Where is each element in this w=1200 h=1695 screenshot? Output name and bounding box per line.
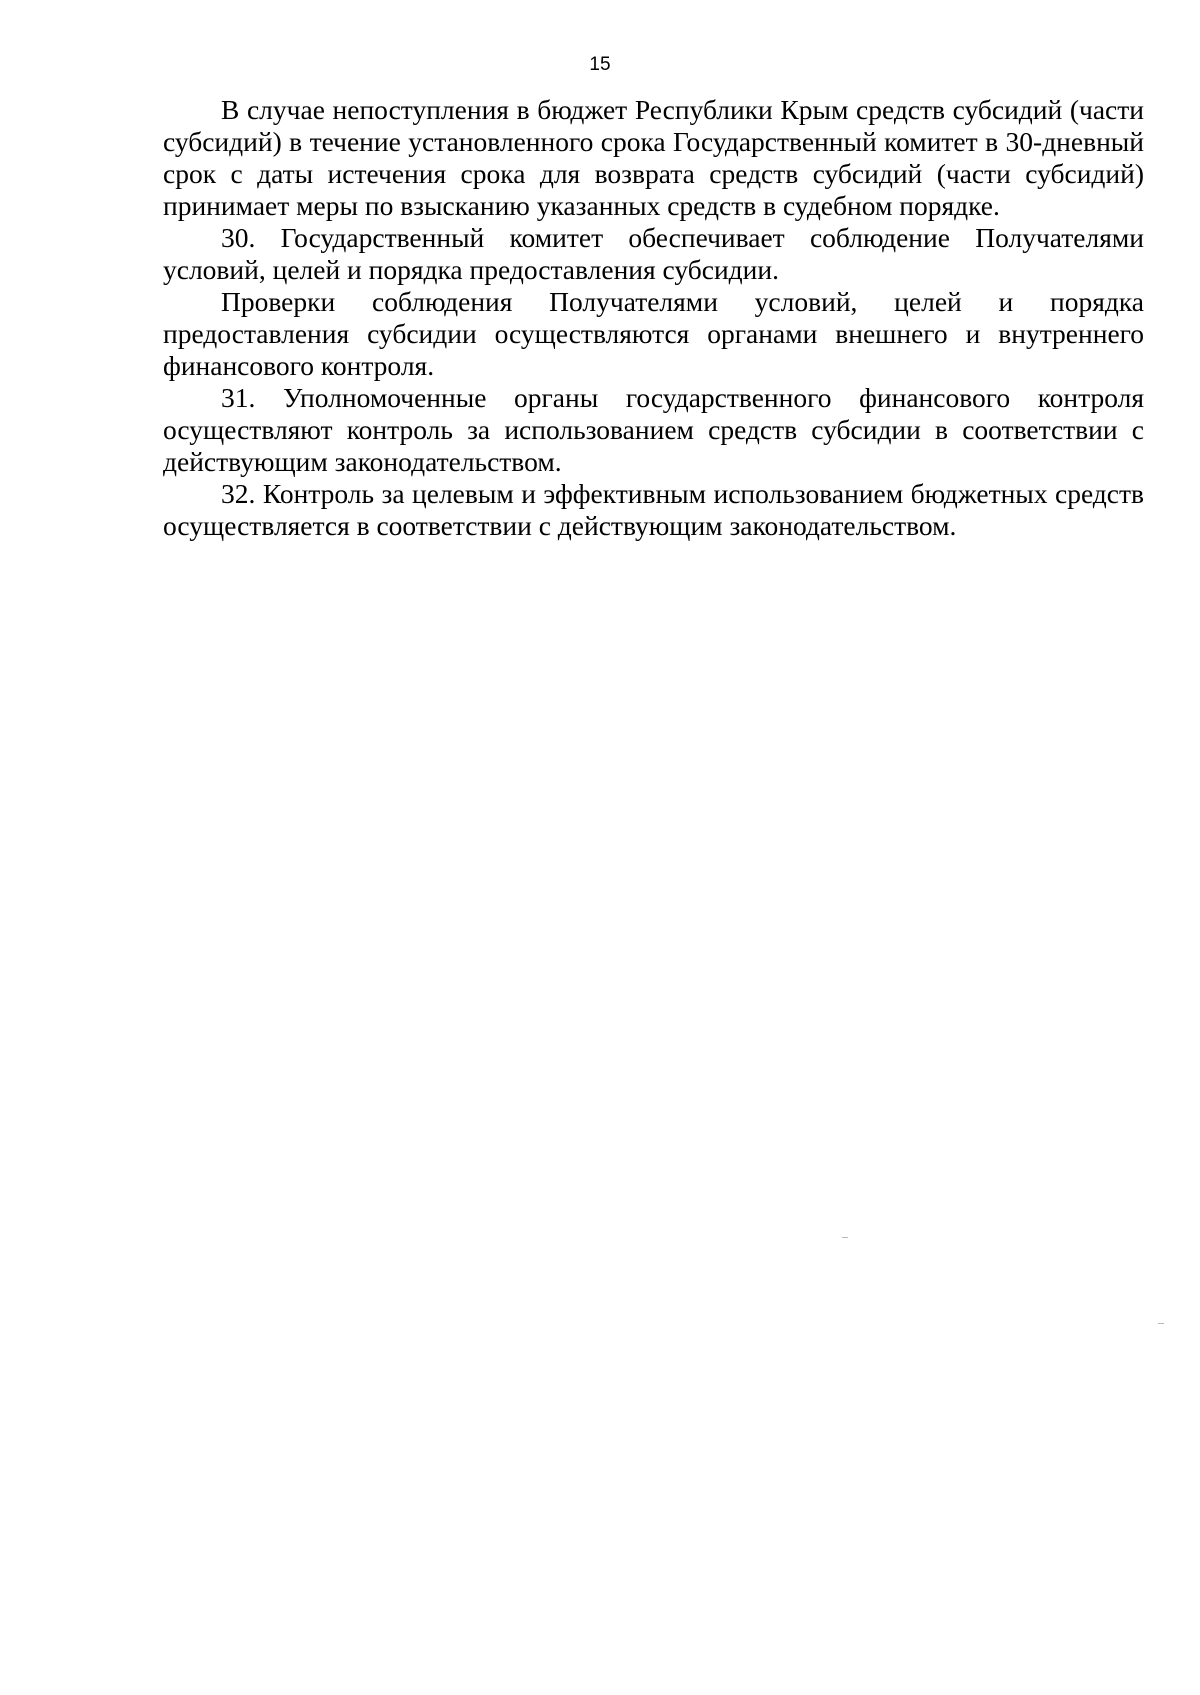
scan-speck: [1158, 1323, 1164, 1324]
paragraph-refund-recovery: В случае непоступления в бюджет Республики Крым средств субсидий (части субсидий) в течение установленного срока Государственный комитет в 30-дневный срок с даты истечения срока для возврата средств субсидий (части субсидий) принимает меры по взысканию указанных средств в судебном порядке.: [163, 94, 1144, 221]
paragraph-31-financial-control: 31. Уполномоченные органы государственного финансового контроля осуществляют контроль за использованием средств субсидии в соответствии с действующим законодательством.: [163, 382, 1144, 477]
paragraph-32-budget-control: 32. Контроль за целевым и эффективным использованием бюджетных средств осуществляется в соответствии с действующим законодательством.: [163, 478, 1144, 541]
scan-speck: [842, 1237, 848, 1238]
paragraph-30-compliance: 30. Государственный комитет обеспечивает соблюдение Получателями условий, целей и порядка предоставления субсидии.: [163, 222, 1144, 285]
paragraph-inspections: Проверки соблюдения Получателями условий, целей и порядка предоставления субсидии осуществляются органами внешнего и внутреннего финансового контроля.: [163, 286, 1144, 381]
page-number: 15: [589, 54, 611, 75]
document-body: [163, 94, 1144, 542]
